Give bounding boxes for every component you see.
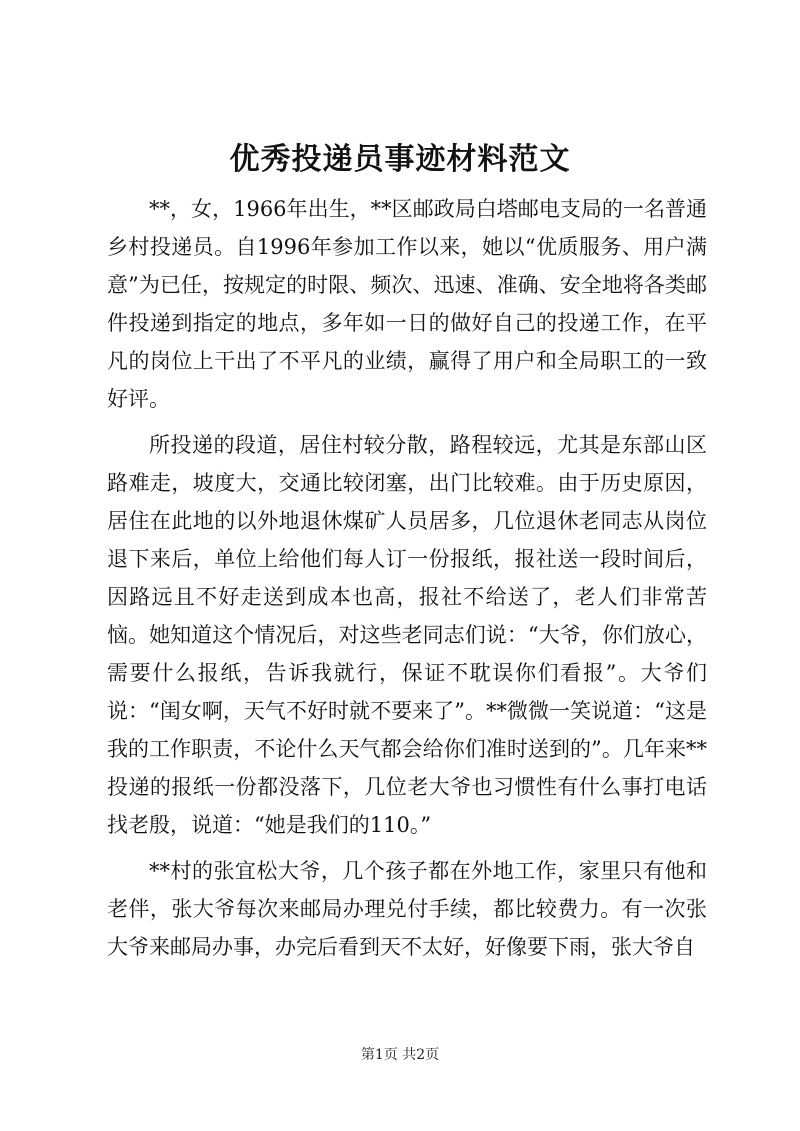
paragraph-3: **村的张宜松大爷，几个孩子都在外地工作，家里只有他和老伴，张大爷每次来邮局办理兑付手续，都比较费力。有一次张大爷来邮局办事，办完后看到天不太好，好像要下雨，张大爷自 [107, 859, 707, 959]
document-body [107, 190, 707, 974]
page-footer: 第1页 共2页 [360, 1047, 440, 1063]
paragraph-1: **，女，1966年出生，**区邮政局白塔邮电支局的一名普通乡村投递员。自1996年参加工作以来，她以“优质服务、用户满意”为已任，按规定的时限、频次、迅速、准确、安全地将各类邮件投递到指定的地点，多年如一日的做好自己的投递工作，在平凡的岗位上干出了不平凡的业绩，赢得了用户和全局职工的一致好评。 [107, 197, 707, 411]
document-title: 优秀投递员事迹材料范文 [229, 142, 571, 177]
paragraph-2: 所投递的段道，居住村较分散，路程较远，尤其是东部山区路难走，坡度大，交通比较闭塞，出门比较难。由于历史原因，居住在此地的以外地退休煤矿人员居多，几位退休老同志从岗位退下来后，单位上给他们每人订一份报纸，报社送一段时间后，因路远且不好走送到成本也高，报社不给送了，老人们非常苦恼。她知道这个情况后，对这些老同志们说：“大爷，你们放心，需要什么报纸，告诉我就行，保证不耽误你们看报”。大爷们说：“闺女啊，天气不好时就不要来了”。**微微一笑说道：“这是我的工作职责，不论什么天气都会给你们准时送到的”。几年来**投递的报纸一份都没落下，几位老大爷也习惯性有什么事打电话找老殷，说道：“她是我们的110。” [107, 433, 707, 837]
